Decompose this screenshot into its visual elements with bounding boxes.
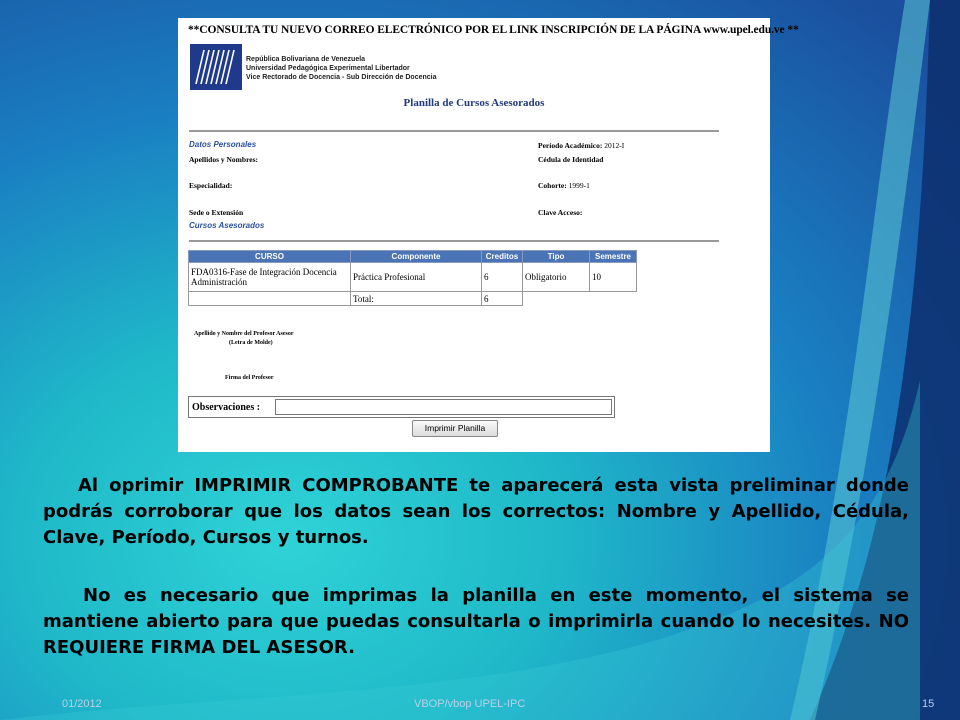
form-title: Planilla de Cursos Asesorados [403, 97, 545, 109]
observations-label: Observaciones : [192, 402, 261, 413]
column-header: Semestre [590, 251, 637, 263]
column-header: Creditos [482, 251, 523, 263]
instruction-paragraph-2 [43, 583, 909, 661]
observations-input[interactable] [275, 399, 612, 415]
paragraph-text: te aparecerá esta vista preliminar donde podrás corroborar que los datos sean los correctos: Nombre y Apellido, Cédula, Clave, Período, Cursos y turnos. [43, 475, 909, 548]
institution-line: República Bolivariana de Venezuela [246, 56, 366, 63]
paragraph-text: No es necesario que imprimas la planilla en este momento, el sistema se mantiene abierto para que puedas consultarla o imprimirla cuando lo necesites. [43, 585, 909, 632]
specialty-label: Especialidad: [189, 181, 233, 190]
footer-center: VBOP/vbop UPEL-IPC [414, 698, 526, 710]
advisor-name-label: Apellido y Nombre del Profesor Asesor [194, 331, 294, 337]
divider [189, 130, 719, 132]
instruction-paragraph-1 [43, 473, 909, 551]
total-row [189, 292, 637, 306]
institution-header [246, 55, 437, 82]
cohort-label: Cohorte: [538, 181, 567, 190]
print-form-button[interactable]: Imprimir Planilla [412, 420, 498, 437]
total-label: Total: [351, 292, 482, 306]
type-cell: Obligatorio [523, 263, 590, 292]
highlighted-text: IMPRIMIR COMPROBANTE [194, 475, 459, 496]
signature-label: Firma del Profesor [225, 375, 274, 381]
password-label: Clave Acceso: [538, 208, 583, 217]
institution-line: Vice Rectorado de Docencia - Sub Dirección de Docencia [246, 74, 437, 81]
courses-table [188, 250, 637, 306]
names-label: Apellidos y Nombres: [189, 155, 259, 164]
footer-page-number: 15 [922, 698, 935, 710]
credits-cell: 6 [482, 263, 523, 292]
divider [189, 240, 719, 242]
component-cell: Práctica Profesional [351, 263, 482, 292]
section-personal-data: Datos Personales [189, 140, 257, 149]
paragraph-text: Al oprimir [78, 475, 195, 496]
column-header: Componente [351, 251, 482, 263]
cohort-value: 1999-1 [568, 181, 590, 190]
footer-date: 01/2012 [62, 698, 102, 710]
advisor-name-hint: (Letra de Molde) [229, 340, 273, 346]
highlighted-text: NO REQUIERE FIRMA DEL ASESOR. [43, 611, 909, 658]
section-courses: Cursos Asesorados [189, 221, 265, 230]
campus-label: Sede o Extensión [189, 208, 244, 217]
column-header: Tipo [523, 251, 590, 263]
course-cell: FDA0316-Fase de Integración Docencia Administración [189, 263, 351, 292]
upel-logo-icon [190, 44, 242, 90]
table-header-row [189, 251, 637, 263]
observations-row [188, 396, 615, 418]
period-label: Período Académico: [538, 141, 603, 150]
table-row [189, 263, 637, 292]
period-field [538, 141, 624, 150]
id-label: Cédula de Identidad [538, 155, 604, 164]
total-value: 6 [482, 292, 523, 306]
semester-cell: 10 [590, 263, 637, 292]
period-value: 2012-I [604, 141, 625, 150]
column-header: CURSO [189, 251, 351, 263]
screenshot-image [178, 18, 799, 452]
email-notice: **CONSULTA TU NUEVO CORREO ELECTRÓNICO POR EL LINK INSCRIPCIÓN DE LA PÁGINA www.upel.edu.ve ** [188, 24, 799, 36]
cohort-field [538, 181, 590, 190]
institution-line: Universidad Pedagógica Experimental Libertador [246, 65, 410, 72]
